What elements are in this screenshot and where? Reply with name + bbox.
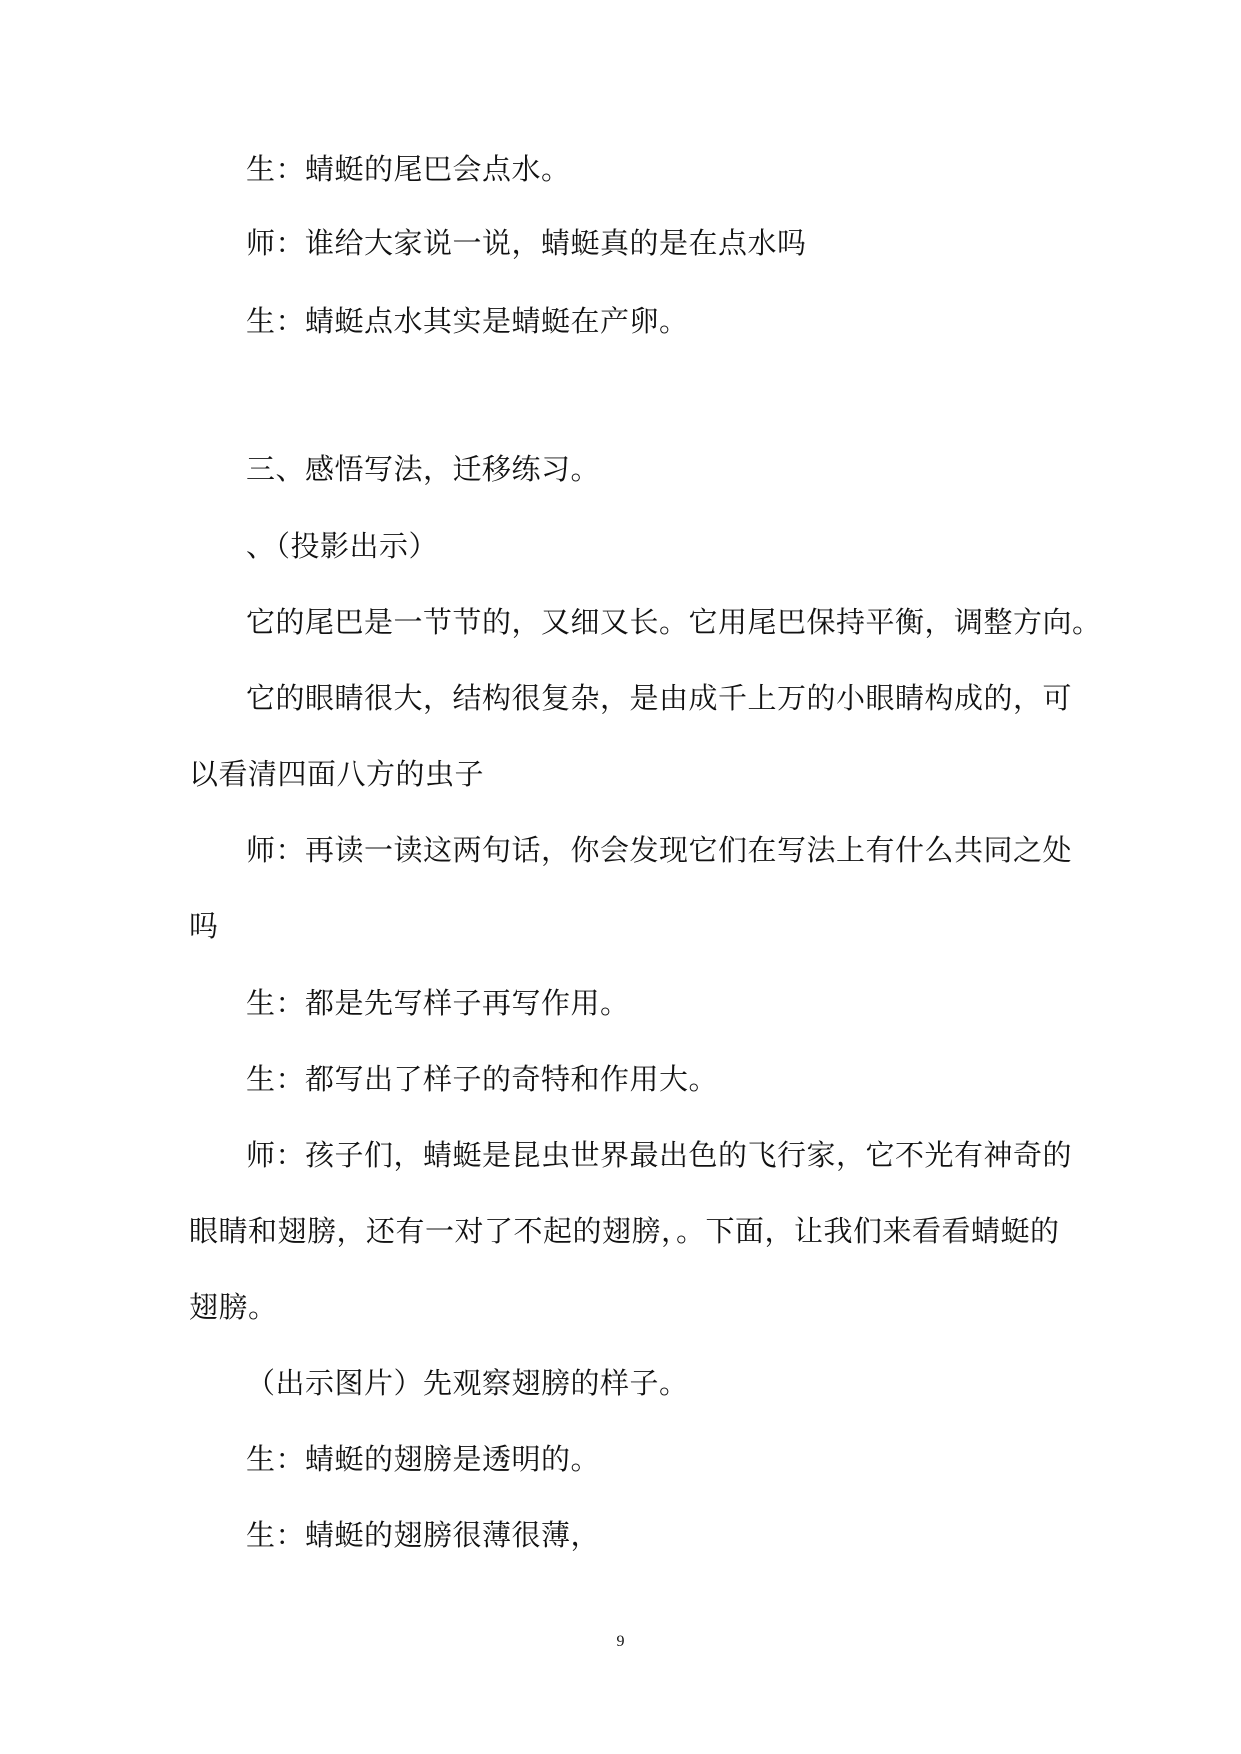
paragraph-11-line-3: 翅膀。 — [189, 1290, 278, 1324]
paragraph-7-line-1: 它的眼睛很大，结构很复杂，是由成千上万的小眼睛构成的，可 — [246, 681, 1073, 715]
paragraph-13-line-1: 生：蜻蜓的翅膀是透明的。 — [246, 1442, 601, 1476]
paragraph-2-line-1: 师：谁给大家说一说，蜻蜓真的是在点水吗 — [246, 226, 807, 260]
paragraph-8-line-1: 师：再读一读这两句话，你会发现它们在写法上有什么共同之处 — [246, 833, 1073, 867]
paragraph-11-line-2: 眼睛和翅膀，还有一对了不起的翅膀，。下面，让我们来看看蜻蜓的 — [189, 1214, 1060, 1248]
paragraph-9-line-1: 生：都是先写样子再写作用。 — [246, 986, 630, 1020]
page-number: 9 — [616, 1633, 625, 1650]
paragraph-6-line-1: 它的尾巴是一节节的，又细又长。它用尾巴保持平衡，调整方向。 — [246, 605, 1102, 639]
paragraph-14-line-1: 生：蜻蜓的翅膀很薄很薄， — [246, 1518, 601, 1552]
paragraph-8-line-2: 吗 — [189, 909, 219, 943]
paragraph-3-line-1: 生：蜻蜓点水其实是蜻蜓在产卵。 — [246, 304, 689, 338]
paragraph-10-line-1: 生：都写出了样子的奇特和作用大。 — [246, 1062, 719, 1096]
paragraph-12-line-1: （出示图片）先观察翅膀的样子。 — [246, 1366, 689, 1400]
section-heading: 三、感悟写法，迁移练习。 — [246, 452, 601, 486]
paragraph-5-line-1: 、（投影出示） — [246, 529, 439, 563]
paragraph-1-line-1: 生：蜻蜓的尾巴会点水。 — [246, 152, 571, 186]
paragraph-7-line-2: 以看清四面八方的虫子 — [189, 757, 485, 791]
paragraph-11-line-1: 师：孩子们，蜻蜓是昆虫世界最出色的飞行家，它不光有神奇的 — [246, 1138, 1073, 1172]
